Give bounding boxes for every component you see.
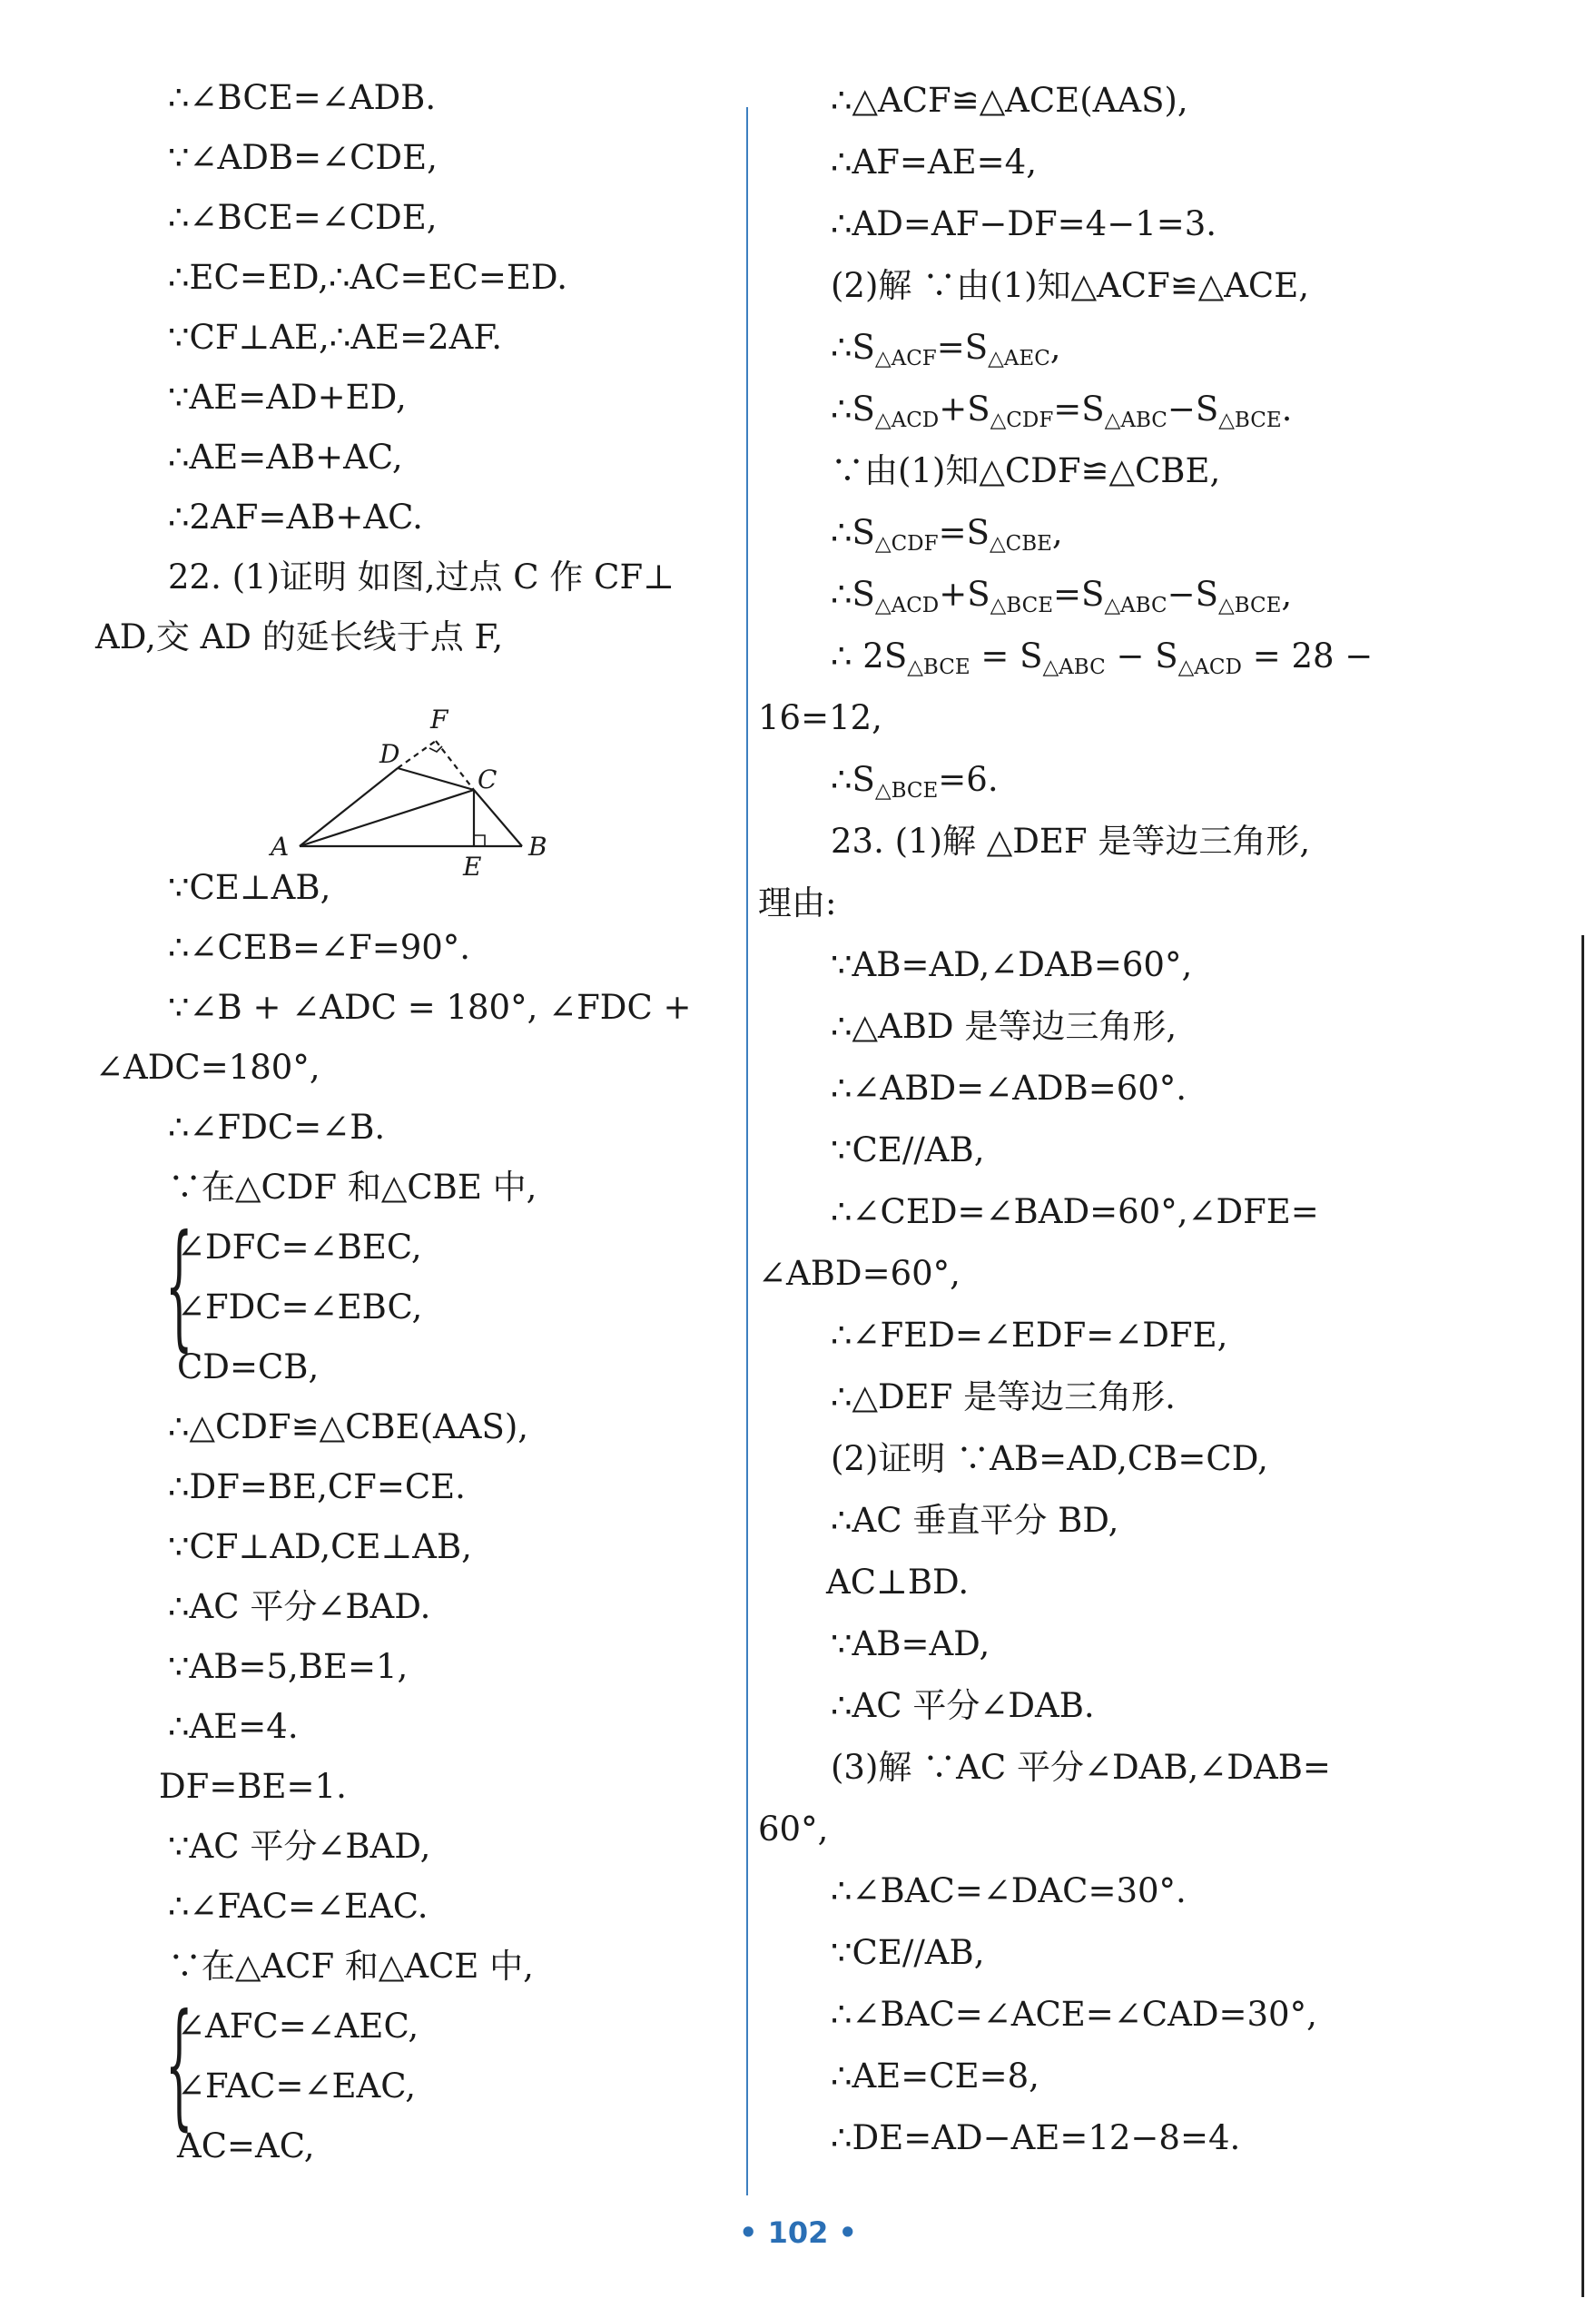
text-run: ∴∠FDC=∠B. [168,1108,386,1147]
right-angle-F [429,746,442,752]
left-text-line [168,1584,430,1630]
left-text-line [168,315,502,360]
right-angle-E [474,835,485,846]
left-text-line [168,1524,472,1570]
text-run: ∵∠B + ∠ADC = 180°, ∠FDC + [168,988,692,1027]
subscript: △CDF [874,532,939,556]
text-run: ∴∠BCE=∠ADB. [168,78,437,117]
label-C: C [478,764,498,794]
right-text-line [831,1375,1176,1420]
right-text-line [831,140,1037,185]
text-run: ∠FDC=∠EBC, [177,1287,423,1327]
page-number: • 102 • [739,2215,857,2250]
text-run: (2)证明 ∵AB=AD,CB=CD, [831,1439,1268,1478]
text-run: ∴S [831,760,875,799]
left-text-line [168,1465,466,1510]
left-text-line [168,495,423,540]
text-run: (3)解 ∵AC 平分∠DAB,∠DAB= [831,1748,1331,1787]
label-A: A [271,832,290,862]
text-run: ∵CE⊥AB, [168,868,331,907]
text-run: ∠FAC=∠EAC, [177,2066,416,2106]
right-text-line [831,1683,1095,1729]
right-text-line [831,942,1192,988]
right-text-line [831,263,1309,309]
text-run: 理由: [758,883,837,922]
text-run: ∴S [831,575,875,614]
right-text-line [831,572,1292,617]
text-run: ∴△ACF≌△ACE(AAS), [831,81,1188,120]
text-run: . [1281,390,1293,429]
text-run: 22. (1)证明 如图,过点 C 作 CF⊥ [168,557,675,597]
subscript: △CDF [990,409,1054,432]
subscript: △BCE [874,779,939,803]
left-text-line [177,1225,422,1270]
right-text-line [831,819,1310,864]
text-run: ∴AF=AE=4, [831,143,1037,182]
right-text-line [831,634,1373,679]
left-text-line [168,1944,534,1989]
left-text-line [168,1105,385,1150]
text-run: 23. (1)解 △DEF 是等边三角形, [831,822,1311,861]
text-run: (2)解 ∵由(1)知△ACF≌△ACE, [831,266,1309,305]
left-text-line [159,1764,347,1810]
left-text-line [177,2004,419,2049]
left-text-line [168,375,407,420]
text-run: ∵AB=5,BE=1, [168,1647,409,1686]
text-run: ∴△CDF≌△CBE(AAS), [168,1407,529,1446]
text-run: =S [1053,575,1105,614]
text-run: , [1051,513,1063,552]
left-text-line [168,1824,430,1869]
left-text-line [177,1345,319,1390]
text-run: =6. [938,760,999,799]
right-text-line [831,1498,1118,1544]
text-run: −S [1167,575,1218,614]
right-text-line [758,695,882,741]
left-text-line [95,1045,320,1090]
right-text-line [831,202,1217,247]
right-text-line [831,1004,1177,1050]
text-run: ∠AFC=∠AEC, [177,2007,419,2046]
label-E: E [463,852,482,881]
text-run: +S [939,575,990,614]
segment-DC [398,768,474,790]
right-text-line [758,1807,828,1852]
subscript: △BCE [990,594,1053,617]
text-run: +S [939,390,990,429]
left-text-line [168,255,567,301]
right-text-line [831,78,1188,123]
text-run: AC⊥BD. [826,1563,970,1602]
subscript: △ABC [1104,409,1167,432]
extension-DF [398,741,436,768]
segment-AD [300,768,398,846]
text-run: ∴AC 垂直平分 BD, [831,1501,1119,1540]
text-run: ∴S [831,328,875,367]
text-run: ∴∠BAC=∠ACE=∠CAD=30°, [831,1995,1317,2034]
left-text-line [177,1285,422,1330]
right-text-line [831,1189,1319,1235]
segment-FC [436,741,474,790]
text-run: DF=BE=1. [159,1767,347,1806]
text-run: ∴S [831,390,875,429]
right-text-line [831,1313,1227,1358]
left-text-line [168,555,675,600]
equation-system-brace: { [165,1207,193,1365]
text-run: ∠ABD=60°, [758,1254,961,1293]
text-run: − S [1105,636,1178,676]
text-run: ∵AC 平分∠BAD, [168,1827,431,1866]
subscript: △ABC [1042,656,1106,679]
right-text-line [758,1251,961,1297]
left-text-line [168,1165,537,1210]
text-run: =S [1053,390,1105,429]
text-run: ∴∠BCE=∠CDE, [168,198,438,237]
text-run: ∴AC 平分∠DAB. [831,1686,1095,1725]
text-run: AD,交 AD 的延长线于点 F, [95,617,504,656]
right-text-line [831,387,1292,432]
right-text-line [831,1930,984,1976]
subscript: △ACD [874,594,940,617]
right-text-line [831,1128,984,1173]
text-run: ∴AE=4. [168,1707,299,1746]
text-run: ∴AE=AB+AC, [168,438,403,477]
left-text-line [168,925,470,971]
label-B: B [528,832,547,862]
text-run: =S [938,513,990,552]
text-run: ∴AC 平分∠BAD. [168,1587,431,1626]
left-text-line [168,985,692,1031]
text-run: ∴EC=ED,∴AC=EC=ED. [168,258,567,297]
left-text-line [95,615,503,660]
text-run: ∵AE=AD+ED, [168,378,407,417]
text-run: = 28 − [1241,636,1374,676]
scan-edge-line [1581,935,1584,2297]
subscript: △CBE [989,532,1052,556]
text-run: ∴△ABD 是等边三角形, [831,1007,1177,1046]
right-text-line [831,2054,1039,2099]
subscript: △ACD [1177,656,1242,679]
right-text-line [758,881,836,926]
label-F: F [430,705,448,735]
text-run: ∴∠BAC=∠DAC=30°. [831,1871,1187,1910]
left-text-line [168,195,438,241]
text-run: , [1281,575,1293,614]
text-run: ∠ADC=180°, [95,1048,320,1087]
left-text-line [168,1704,299,1750]
left-text-line [168,1884,429,1929]
text-run: ∴AE=CE=8, [831,2056,1039,2096]
equation-system-brace: { [165,1986,193,2144]
right-text-line [831,510,1063,556]
text-run: ∴2AF=AB+AC. [168,498,423,537]
label-D: D [379,739,400,769]
text-run: ∵由(1)知△CDF≌△CBE, [831,451,1221,490]
segment-CB [474,790,522,846]
text-run: , [1049,328,1061,367]
right-text-line [831,1869,1187,1914]
subscript: △AEC [988,347,1050,370]
subscript: △BCE [1217,594,1282,617]
left-text-line [177,2064,416,2109]
left-text-line [177,2124,315,2169]
text-run: ∴S [831,513,875,552]
text-run: ∵AB=AD, [831,1624,990,1663]
left-text-line [168,75,436,121]
text-run: =S [936,328,989,367]
right-text-line [831,1745,1331,1790]
right-text-line [831,1436,1268,1482]
text-run: ∵CF⊥AE,∴AE=2AF. [168,318,503,357]
text-run: ∴∠FED=∠EDF=∠DFE, [831,1316,1228,1355]
text-run: ∵在△CDF 和△CBE 中, [168,1168,537,1207]
text-run: ∴△DEF 是等边三角形. [831,1377,1176,1416]
text-run: ∴DE=AD−AE=12−8=4. [831,2118,1241,2157]
right-text-line [831,325,1061,370]
subscript: △ACD [874,409,940,432]
segment-AC [300,790,474,846]
text-run: ∴∠ABD=∠ADB=60°. [831,1069,1187,1108]
text-run: ∵AB=AD,∠DAB=60°, [831,945,1193,984]
text-run: CD=CB, [177,1347,320,1386]
geometry-figure [263,699,563,881]
text-run: ∵CE//AB, [831,1130,985,1169]
subscript: △ABC [1104,594,1167,617]
left-text-line [168,1644,408,1690]
text-run: −S [1167,390,1219,429]
subscript: △BCE [907,656,970,679]
text-run: ∠DFC=∠BEC, [177,1228,422,1267]
text-run: ∴AD=AF−DF=4−1=3. [831,204,1217,243]
right-text-line [831,2116,1240,2161]
text-run: ∴ 2S [831,636,908,676]
text-run: = S [970,636,1043,676]
right-text-line [831,757,999,803]
right-text-line [831,1622,990,1667]
left-text-line [168,1405,528,1450]
text-run: ∵在△ACF 和△ACE 中, [168,1947,534,1986]
right-text-line [831,1992,1317,2037]
right-text-line [831,1066,1187,1111]
column-divider [746,107,748,2195]
text-run: ∵CF⊥AD,CE⊥AB, [168,1527,472,1566]
right-text-line [826,1560,969,1605]
text-run: AC=AC, [177,2126,315,2165]
text-run: 16=12, [758,698,882,737]
text-run: ∴∠FAC=∠EAC. [168,1887,429,1926]
text-run: ∴DF=BE,CF=CE. [168,1467,466,1506]
left-text-line [168,435,403,480]
left-text-line [168,135,438,181]
subscript: △BCE [1218,409,1282,432]
text-run: ∵∠ADB=∠CDE, [168,138,438,177]
text-run: ∵CE//AB, [831,1933,985,1972]
subscript: △ACF [874,347,937,370]
text-run: 60°, [758,1810,829,1849]
text-run: ∴∠CEB=∠F=90°. [168,928,471,967]
right-text-line [831,449,1220,494]
text-run: ∴∠CED=∠BAD=60°,∠DFE= [831,1192,1319,1231]
